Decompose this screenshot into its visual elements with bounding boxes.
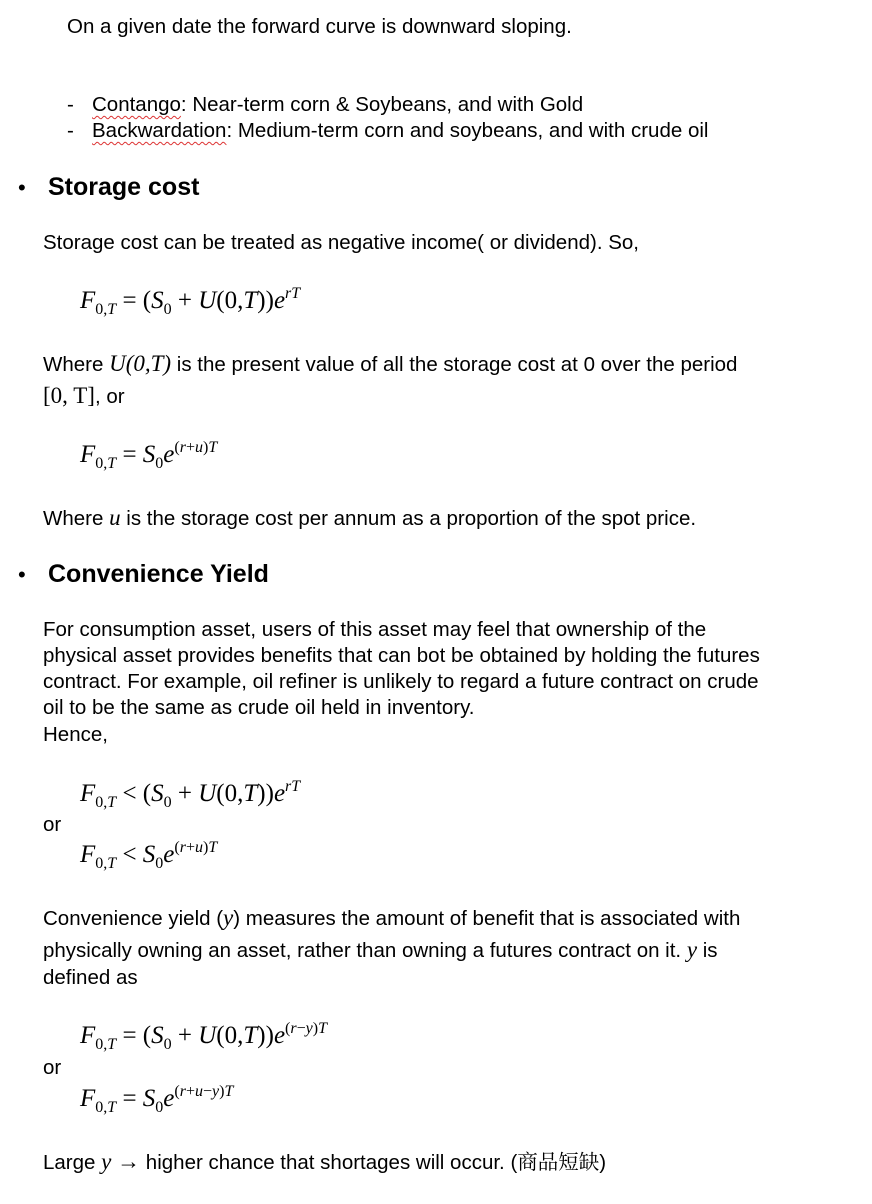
equation-convenience-storage: $F_{0,T} = (S_0 + U(0,T))e^{(r-y)T}$ xyxy=(80,1020,327,1053)
math-interval: [0, T] xyxy=(43,383,95,408)
convenience-line: For consumption asset, users of this asset may feel that ownership of the xyxy=(43,618,707,641)
equation-storage-forward: $F_{0,T} = (S_0 + U(0,T))e^{rT}$ xyxy=(80,285,301,318)
convenience-definition-line xyxy=(43,905,740,932)
intro-text: On a given date the forward curve is downward sloping. xyxy=(67,15,572,38)
contango-term: Contango xyxy=(92,93,181,116)
or-label: or xyxy=(43,813,62,836)
equation-convenience-proportional: $F_{0,T} = S_0e^{(r+u-y)T}$ xyxy=(80,1083,234,1116)
equation-storage-proportional: $F_{0,T} = S_0e^{(r+u)T}$ xyxy=(80,439,218,472)
inequality-storage-proportional: $F_{0,T} < S_0e^{(r+u)T}$ xyxy=(80,839,218,872)
large-y-statement xyxy=(43,1149,606,1176)
where-storage-period xyxy=(43,383,125,410)
list-item-contango xyxy=(92,92,583,118)
where-desc: is the present value of all the storage cost at 0 over the period xyxy=(171,353,738,376)
where-label: Where xyxy=(43,507,110,530)
where-label: Where xyxy=(43,353,110,376)
convenience-line: oil to be the same as crude oil held in inventory. xyxy=(43,696,475,719)
def-text: ) measures the amount of benefit that is associated with xyxy=(233,907,741,930)
bullet-icon: • xyxy=(18,175,26,200)
contango-desc: : Near-term corn & Soybeans, and with Gold xyxy=(180,93,584,116)
convenience-heading: Convenience Yield xyxy=(48,560,269,588)
large-text: Large xyxy=(43,1151,102,1174)
list-item-backwardation xyxy=(92,118,708,144)
bullet-icon: • xyxy=(18,562,26,587)
inequality-storage-forward: $F_{0,T} < (S_0 + U(0,T))e^{rT}$ xyxy=(80,778,301,811)
convenience-line: Hence, xyxy=(43,723,108,746)
math-y: y xyxy=(686,937,698,962)
where-storage-pv xyxy=(43,351,737,378)
large-text: higher chance that shortages will occur. (商品短缺) xyxy=(140,1151,607,1174)
convenience-line: contract. For example, oil refiner is unlikely to regard a future contract on crude xyxy=(43,670,759,693)
def-text: is xyxy=(697,939,718,962)
backwardation-term: Backwardation xyxy=(92,119,227,142)
def-text: Convenience yield ( xyxy=(43,907,224,930)
list-dash: - xyxy=(67,119,74,142)
def-text: physically owning an asset, rather than owning a futures contract on it. xyxy=(43,939,687,962)
math-u-0-t: U(0,T) xyxy=(109,351,172,376)
convenience-definition-line: defined as xyxy=(43,966,138,989)
math-u: u xyxy=(109,505,121,530)
where-storage-rate xyxy=(43,505,696,532)
convenience-line: physical asset provides benefits that can bot be obtained by holding the futures xyxy=(43,644,760,667)
backwardation-desc: : Medium-term corn and soybeans, and with crude oil xyxy=(226,119,709,142)
math-y-arrow: y → xyxy=(101,1149,141,1174)
math-y: y xyxy=(223,905,234,930)
or-label: or xyxy=(43,1056,62,1079)
convenience-definition-line xyxy=(43,937,718,964)
where-or: , or xyxy=(94,385,125,408)
storage-heading: Storage cost xyxy=(48,173,200,201)
storage-paragraph: Storage cost can be treated as negative income( or dividend). So, xyxy=(43,231,639,254)
list-dash: - xyxy=(67,93,74,116)
where-desc: is the storage cost per annum as a proportion of the spot price. xyxy=(120,507,697,530)
